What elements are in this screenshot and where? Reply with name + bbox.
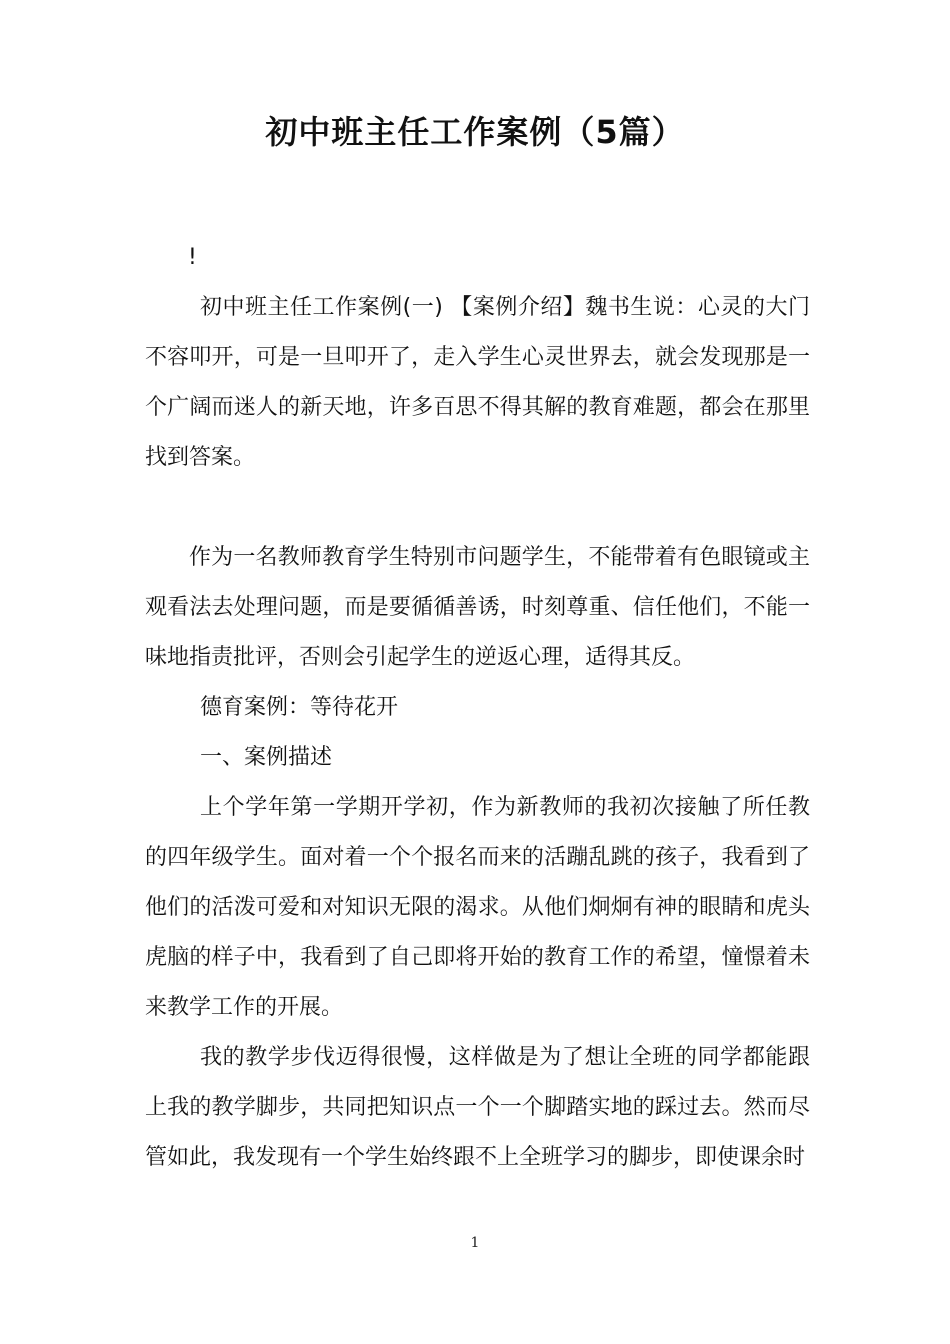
exclamation-text: ! [188, 245, 197, 270]
section-heading-moral-case: 德育案例：等待花开 [200, 695, 399, 720]
paragraph-teacher-approach: 作为一名教师教育学生特别市问题学生，不能带着有色眼镜或主观看法去处理问题，而是要循循善诱，时刻尊重、信任他们，不能一味地指责批评，否则会引起学生的逆返心理，适得其反。 [145, 545, 810, 670]
paragraph-exclamation [145, 233, 810, 283]
section-heading-case-description: 一、案例描述 [200, 745, 333, 770]
paragraph-case-description: 上个学年第一学期开学初，作为新教师的我初次接触了所任教的四年级学生。面对着一个个报名而来的活蹦乱跳的孩子，我看到了他们的活泼可爱和对知识无限的渴求。从他们炯炯有神的眼睛和虎头虎脑的样子中，我看到了自己即将开始的教育工作的希望，憧憬着未来教学工作的开展。 [145, 795, 810, 1020]
paragraph-teaching-pace: 我的教学步伐迈得很慢，这样做是为了想让全班的同学都能跟上我的教学脚步，共同把知识点一个一个脚踏实地的踩过去。然而尽管如此，我发现有一个学生始终跟不上全班学习的脚步，即使课余时 [145, 1045, 810, 1170]
paragraph-case-intro: 初中班主任工作案例(一) 【案例介绍】魏书生说：心灵的大门不容叩开，可是一旦叩开了，走入学生心灵世界去，就会发现那是一个广阔而迷人的新天地，许多百思不得其解的教育难题，都会在那里找到答案。 [145, 295, 810, 470]
page-number: 1 [470, 1235, 480, 1251]
document-title: 初中班主任工作案例（5篇） [265, 113, 685, 151]
